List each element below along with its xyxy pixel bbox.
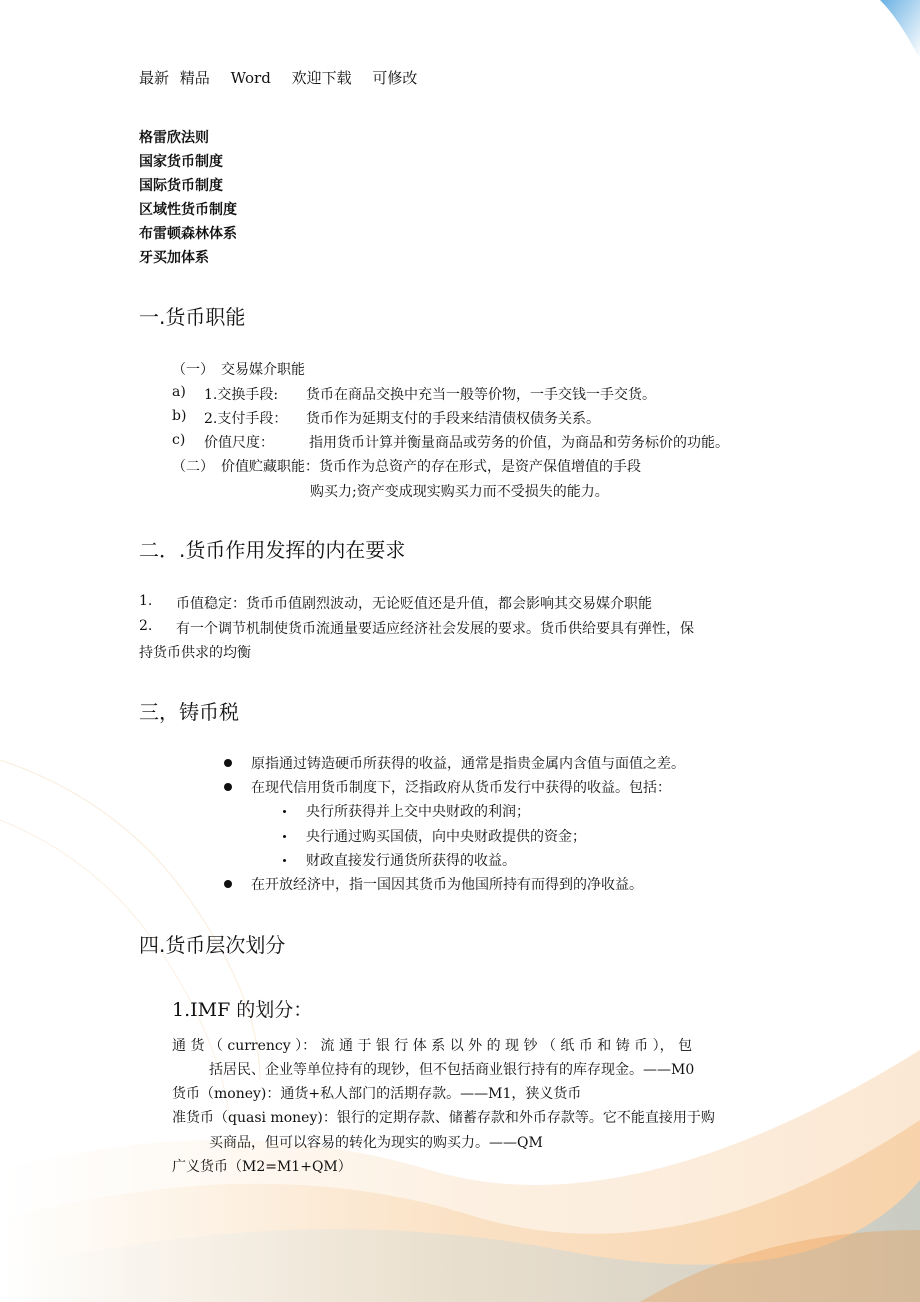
- term-item: 国际货币制度: [139, 178, 223, 194]
- term-item: 区域性货币制度: [139, 202, 237, 218]
- definition-broad-money: 广义货币（M2=M1+QM）: [172, 1159, 352, 1175]
- header-item: 最新: [139, 69, 170, 87]
- numbered-item-text-continued: 持货币供求的均衡: [139, 645, 251, 661]
- list-item-text: 货币作为延期支付的手段来结清债权债务关系。: [306, 411, 600, 427]
- bullet-icon: [224, 783, 232, 791]
- bullet-item: 在现代信用货币制度下，泛指政府从货币发行中获得的收益。包括：: [251, 780, 671, 796]
- term-item: 国家货币制度: [139, 154, 223, 170]
- term-item: 布雷顿森林体系: [139, 226, 237, 242]
- list-item-label: 价值尺度：: [204, 435, 274, 451]
- list-item-mark: b): [172, 408, 187, 424]
- numbered-item-text: 币值稳定：货币币值剧烈波动，无论贬值还是升值，都会影响其交易媒介职能: [176, 596, 652, 612]
- section-heading: 一.货币职能: [139, 305, 246, 329]
- numbered-item-number: 1.: [139, 593, 153, 609]
- section-heading: 三，铸币税: [139, 700, 239, 724]
- subsection-paragraph: （二） 价值贮藏职能：货币作为总资产的存在形式，是资产保值增值的手段: [172, 459, 641, 475]
- bullet-item: 原指通过铸造硬币所获得的收益，通常是指贵金属内含值与面值之差。: [251, 756, 685, 772]
- sub-bullet-icon: [283, 859, 286, 862]
- bullet-icon: [224, 880, 232, 888]
- term-item: 格雷欣法则: [139, 130, 209, 146]
- list-item-text: 指用货币计算并衡量商品或劳务的价值，为商品和劳务标价的功能。: [309, 435, 729, 451]
- section-heading: 二．.货币作用发挥的内在要求: [139, 538, 406, 562]
- term-item: 牙买加体系: [139, 250, 209, 266]
- definition-quasi-money-continued: 买商品，但可以容易的转化为现实的购买力。——QM: [209, 1135, 543, 1151]
- bullet-item: 在开放经济中，指一国因其货币为他国所持有而得到的净收益。: [251, 877, 643, 893]
- bullet-icon: [224, 759, 232, 767]
- section-heading: 四.货币层次划分: [139, 933, 286, 957]
- list-item-text: 货币在商品交换中充当一般等价物，一手交钱一手交货。: [306, 387, 656, 403]
- header-item: 精品: [179, 69, 210, 87]
- list-item-label: 2.支付手段：: [204, 411, 288, 427]
- sub-bullet-item: 央行所获得并上交中央财政的利润；: [306, 804, 530, 820]
- numbered-item-number: 2.: [139, 618, 153, 634]
- subsection-heading: 1.IMF 的划分：: [172, 999, 313, 1021]
- subsection-heading: （一） 交易媒介职能: [172, 362, 305, 378]
- sub-bullet-icon: [283, 810, 286, 813]
- list-item-label: 1.交换手段:: [204, 387, 279, 403]
- sub-bullet-item: 财政直接发行通货所获得的收益。: [306, 853, 516, 869]
- definition-currency: 通 货 （ currency ）： 流 通 于 银 行 体 系 以 外 的 现 钞 （ 纸 币 和 铸 币 ）， 包: [172, 1038, 693, 1054]
- subsection-paragraph-continued: 购买力;资产变成现实购买力而不受损失的能力。: [310, 484, 609, 500]
- header-item: 欢迎下载: [291, 69, 352, 87]
- sub-bullet-item: 央行通过购买国债，向中央财政提供的资金；: [306, 829, 586, 845]
- definition-currency-continued: 括居民、企业等单位持有的现钞，但不包括商业银行持有的库存现金。——M0: [209, 1062, 695, 1078]
- header-item: 可修改: [372, 69, 418, 87]
- list-item-mark: a): [172, 384, 186, 400]
- header-item: Word: [230, 69, 271, 87]
- numbered-item-text: 有一个调节机制使货币流通量要适应经济社会发展的要求。货币供给要具有弹性，保: [176, 621, 694, 637]
- sub-bullet-icon: [283, 835, 286, 838]
- page-header: [139, 67, 433, 88]
- definition-quasi-money: 准货币（quasi money)：银行的定期存款、储蓄存款和外币存款等。它不能直接用于购: [172, 1110, 715, 1126]
- definition-money: 货币（money)：通货+私人部门的活期存款。——M1，狭义货币: [172, 1086, 582, 1102]
- list-item-mark: c): [172, 432, 186, 448]
